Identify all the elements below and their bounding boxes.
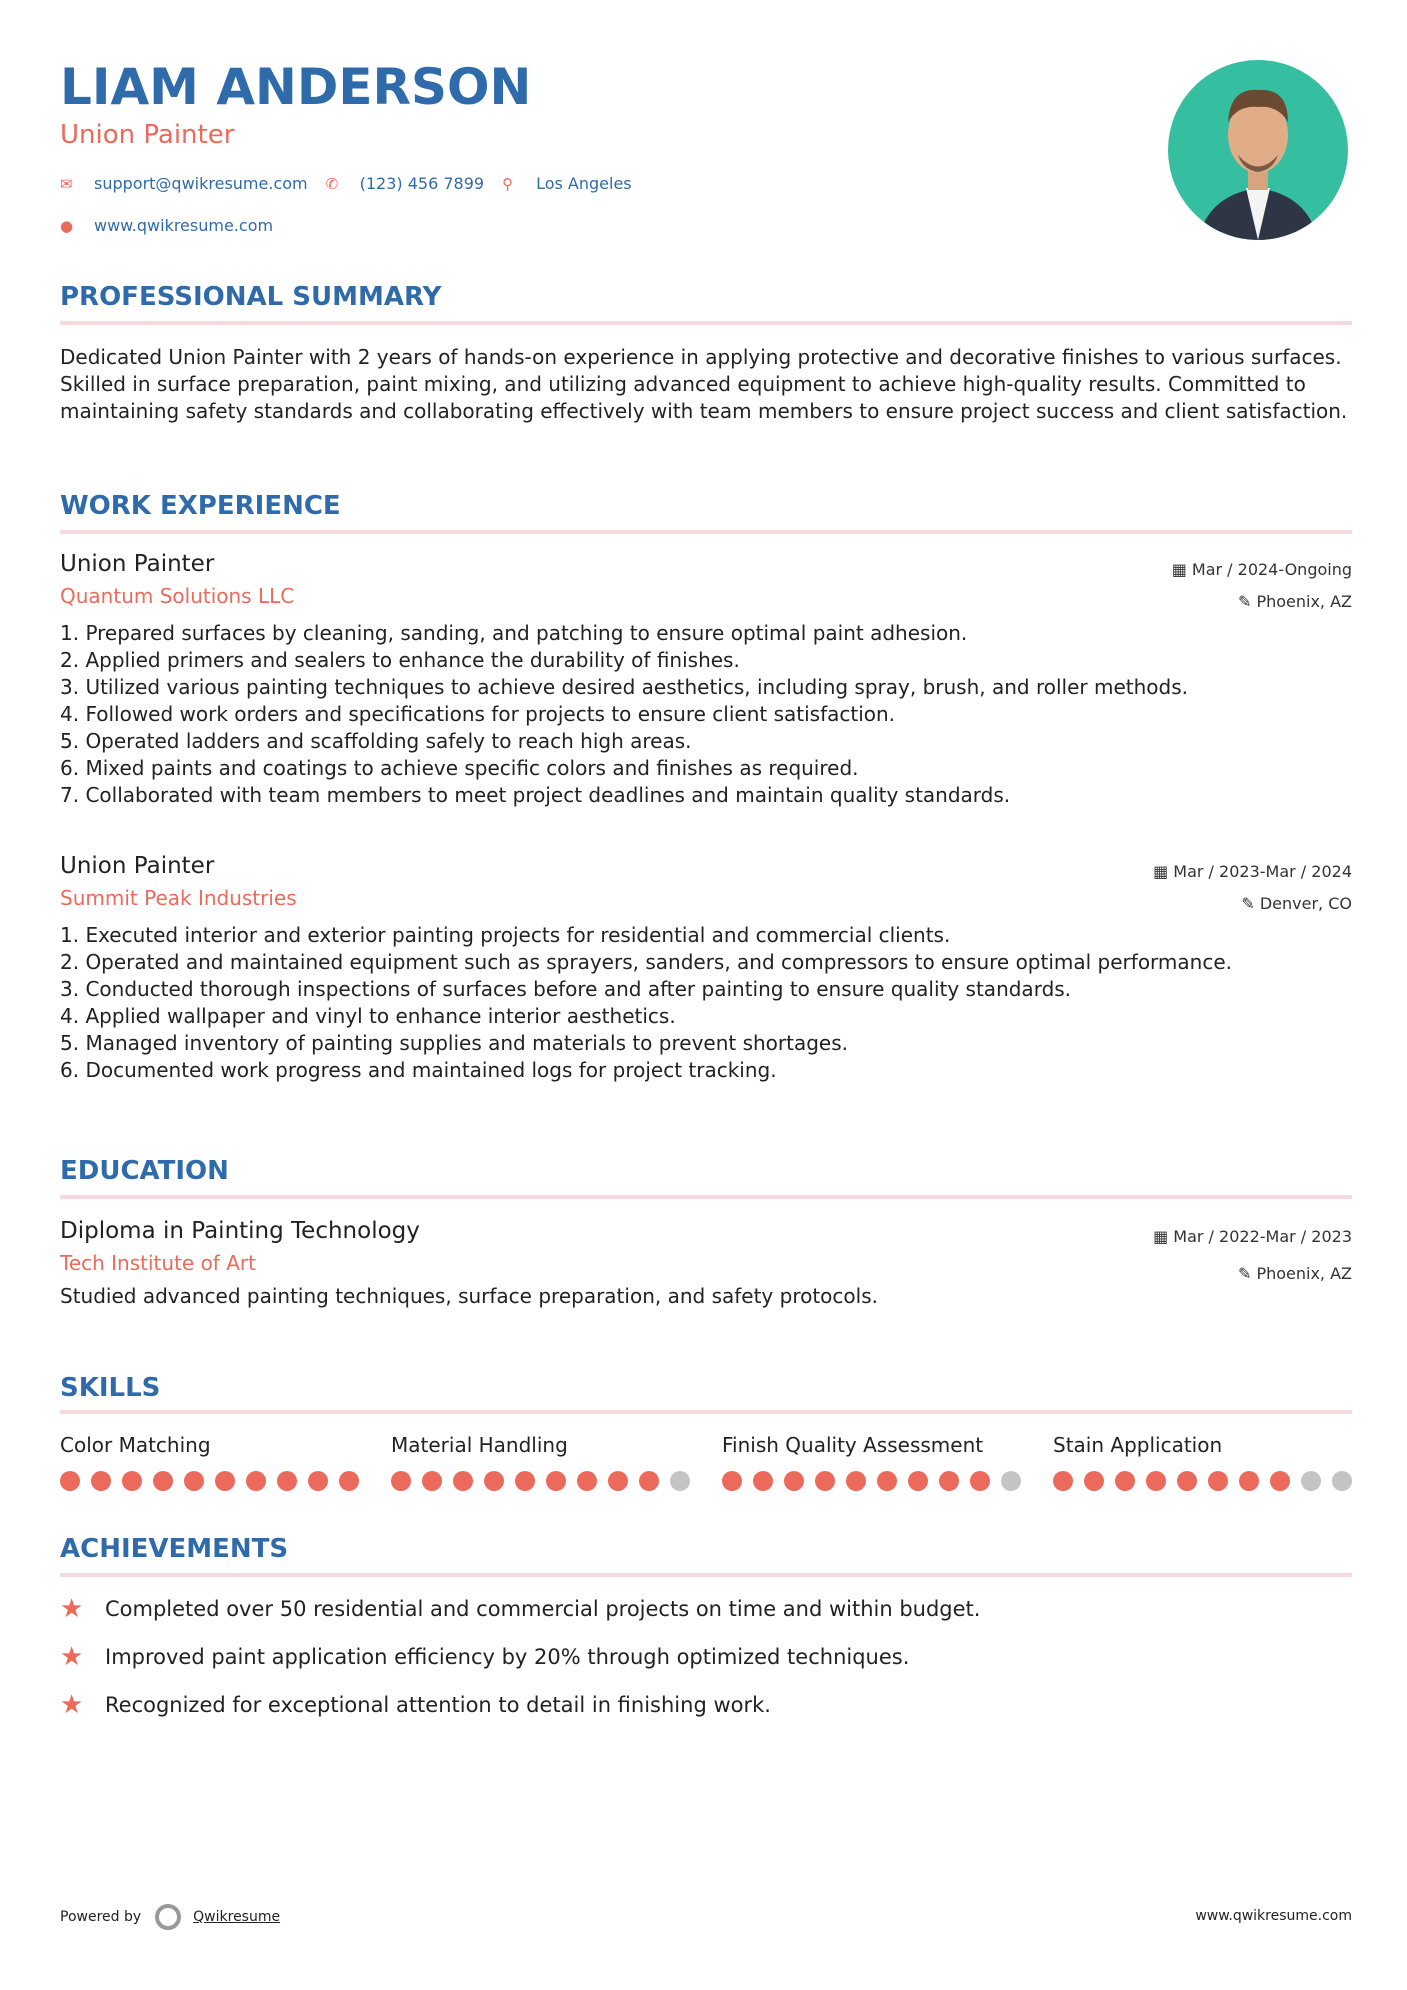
education-location-text: Phoenix, AZ <box>1256 1264 1352 1283</box>
skill-name: Stain Application <box>1053 1433 1223 1457</box>
candidate-name: LIAM ANDERSON <box>60 58 532 116</box>
location-pin-icon: ⚲ <box>502 174 514 193</box>
job-bullet: 2. Applied primers and sealers to enhance the durability of finishes. <box>60 648 740 672</box>
location-text: Los Angeles <box>536 174 632 193</box>
job-company: Quantum Solutions LLC <box>60 584 295 608</box>
skills-heading: SKILLS <box>60 1373 161 1403</box>
rating-dot-filled <box>60 1471 80 1491</box>
rating-dot-filled <box>391 1471 411 1491</box>
rating-dot-filled <box>215 1471 235 1491</box>
profile-photo <box>1168 60 1348 240</box>
rating-dot-filled <box>753 1471 773 1491</box>
job-bullet: 1. Prepared surfaces by cleaning, sanding, and patching to ensure optimal paint adhesion. <box>60 621 968 645</box>
qwikresume-logo-icon <box>155 1904 181 1930</box>
education-dates-text: Mar / 2022-Mar / 2023 <box>1173 1227 1352 1246</box>
rating-dot-filled <box>784 1471 804 1491</box>
experience-heading: WORK EXPERIENCE <box>60 491 341 521</box>
achievement-text: Recognized for exceptional attention to detail in finishing work. <box>105 1693 771 1717</box>
rating-dot-filled <box>1270 1471 1290 1491</box>
achievements-list <box>60 1594 980 1738</box>
job-bullet: 3. Utilized various painting techniques to achieve desired aesthetics, including spray, brush, and roller methods. <box>60 675 1188 699</box>
rating-dot-filled <box>1146 1471 1166 1491</box>
job-bullet: 4. Applied wallpaper and vinyl to enhance interior aesthetics. <box>60 1004 676 1028</box>
divider <box>60 321 1352 325</box>
star-icon: ★ <box>60 1594 84 1624</box>
phone-icon: ✆ <box>325 174 339 193</box>
rating-dot-filled <box>91 1471 111 1491</box>
skill-rating <box>722 1471 1021 1491</box>
job-entry <box>60 853 1352 1084</box>
calendar-icon: ▦ <box>1171 560 1192 579</box>
job-title: Union Painter <box>60 551 215 577</box>
divider <box>60 1195 1352 1199</box>
email-icon: ✉ <box>60 174 73 193</box>
education-description: Studied advanced painting techniques, surface preparation, and safety protocols. <box>60 1284 878 1308</box>
calendar-icon: ▦ <box>1153 862 1174 881</box>
divider <box>60 530 1352 534</box>
pin-icon: ✎ <box>1237 592 1257 611</box>
skill-rating <box>391 1471 690 1491</box>
rating-dot-filled <box>639 1471 659 1491</box>
rating-dot-filled <box>515 1471 535 1491</box>
skill-item <box>60 1433 359 1491</box>
job-bullet: 5. Operated ladders and scaffolding safely to reach high areas. <box>60 729 692 753</box>
rating-dot-empty <box>1001 1471 1021 1491</box>
footer-website[interactable]: www.qwikresume.com <box>1195 1908 1352 1924</box>
star-icon: ★ <box>60 1690 84 1720</box>
divider <box>60 1410 1352 1414</box>
skill-rating <box>60 1471 359 1491</box>
achievement-item <box>60 1642 980 1672</box>
rating-dot-empty <box>670 1471 690 1491</box>
rating-dot-filled <box>1053 1471 1073 1491</box>
rating-dot-filled <box>153 1471 173 1491</box>
rating-dot-filled <box>608 1471 628 1491</box>
achievements-heading: ACHIEVEMENTS <box>60 1534 289 1564</box>
rating-dot-filled <box>846 1471 866 1491</box>
achievement-text: Completed over 50 residential and commercial projects on time and within budget. <box>105 1597 981 1621</box>
candidate-title: Union Painter <box>60 120 235 150</box>
achievement-item <box>60 1594 980 1624</box>
rating-dot-empty <box>1301 1471 1321 1491</box>
rating-dot-filled <box>939 1471 959 1491</box>
divider <box>60 1573 1352 1577</box>
rating-dot-filled <box>277 1471 297 1491</box>
job-location <box>1238 592 1352 611</box>
summary-heading: PROFESSIONAL SUMMARY <box>60 282 442 312</box>
contact-row <box>60 174 650 193</box>
job-location <box>1241 894 1352 913</box>
job-dates-text: Mar / 2024-Ongoing <box>1191 560 1352 579</box>
powered-by-label: Powered by <box>60 1909 142 1925</box>
job-bullet: 5. Managed inventory of painting supplies and materials to prevent shortages. <box>60 1031 849 1055</box>
job-bullet: 3. Conducted thorough inspections of surfaces before and after painting to ensure quality standards. <box>60 977 1072 1001</box>
job-bullet: 4. Followed work orders and specifications for projects to ensure client satisfaction. <box>60 702 896 726</box>
rating-dot-filled <box>546 1471 566 1491</box>
phone-text: (123) 456 7899 <box>359 174 485 193</box>
skill-name: Finish Quality Assessment <box>722 1433 984 1457</box>
job-entry <box>60 551 1352 809</box>
rating-dot-filled <box>1239 1471 1259 1491</box>
pin-icon: ✎ <box>1237 1264 1257 1283</box>
rating-dot-filled <box>484 1471 504 1491</box>
education-heading: EDUCATION <box>60 1156 229 1186</box>
skill-rating <box>1053 1471 1352 1491</box>
skill-item <box>391 1433 690 1491</box>
rating-dot-filled <box>908 1471 928 1491</box>
star-icon: ★ <box>60 1642 84 1672</box>
job-bullet: 6. Mixed paints and coatings to achieve specific colors and finishes as required. <box>60 756 859 780</box>
rating-dot-empty <box>1332 1471 1352 1491</box>
email-link[interactable]: support@qwikresume.com <box>94 174 308 193</box>
achievement-text: Improved paint application efficiency by 20% through optimized techniques. <box>105 1645 910 1669</box>
rating-dot-filled <box>815 1471 835 1491</box>
rating-dot-filled <box>308 1471 328 1491</box>
summary-text: Dedicated Union Painter with 2 years of hands-on experience in applying protective and decorative finishes to various surfaces. Skilled in surface preparation, paint mixing, and utilizing advanced equipment to achieve high-quality results. Committed to maintaining safety standards and collaborating effectively with team members to ensure project success and client satisfaction. <box>60 345 1348 423</box>
education-entry <box>60 1218 1352 1310</box>
job-title: Union Painter <box>60 853 215 879</box>
rating-dot-filled <box>122 1471 142 1491</box>
skill-item <box>1053 1433 1352 1491</box>
rating-dot-filled <box>970 1471 990 1491</box>
rating-dot-filled <box>722 1471 742 1491</box>
job-bullet: 7. Collaborated with team members to meet project deadlines and maintain quality standards. <box>60 783 1011 807</box>
rating-dot-filled <box>1084 1471 1104 1491</box>
job-dates <box>1153 862 1352 881</box>
pin-icon: ✎ <box>1241 894 1260 913</box>
school: Tech Institute of Art <box>60 1251 256 1275</box>
job-bullet: 1. Executed interior and exterior painting projects for residential and commercial clients. <box>60 923 951 947</box>
qwikresume-link[interactable]: Qwikresume <box>193 1909 281 1925</box>
rating-dot-filled <box>577 1471 597 1491</box>
rating-dot-filled <box>1208 1471 1228 1491</box>
skills-list <box>60 1433 1352 1491</box>
rating-dot-filled <box>422 1471 442 1491</box>
globe-icon: ● <box>60 216 74 235</box>
job-dates-text: Mar / 2023-Mar / 2024 <box>1173 862 1352 881</box>
footer-powered <box>60 1904 280 1930</box>
job-dates <box>1172 560 1352 579</box>
achievement-item <box>60 1690 980 1720</box>
job-location-text: Phoenix, AZ <box>1256 592 1352 611</box>
rating-dot-filled <box>1177 1471 1197 1491</box>
rating-dot-filled <box>453 1471 473 1491</box>
job-bullet: 2. Operated and maintained equipment such as sprayers, sanders, and compressors to ensure optimal performance. <box>60 950 1232 974</box>
rating-dot-filled <box>339 1471 359 1491</box>
education-location <box>1238 1264 1352 1283</box>
job-bullet: 6. Documented work progress and maintained logs for project tracking. <box>60 1058 777 1082</box>
rating-dot-filled <box>877 1471 897 1491</box>
rating-dot-filled <box>246 1471 266 1491</box>
degree: Diploma in Painting Technology <box>60 1218 420 1244</box>
website-link[interactable]: www.qwikresume.com <box>94 216 274 235</box>
rating-dot-filled <box>184 1471 204 1491</box>
skill-name: Color Matching <box>60 1433 211 1457</box>
job-company: Summit Peak Industries <box>60 886 297 910</box>
job-location-text: Denver, CO <box>1259 894 1352 913</box>
rating-dot-filled <box>1115 1471 1135 1491</box>
calendar-icon: ▦ <box>1153 1227 1174 1246</box>
education-dates <box>1153 1227 1352 1246</box>
skill-name: Material Handling <box>391 1433 568 1457</box>
skill-item <box>722 1433 1021 1491</box>
